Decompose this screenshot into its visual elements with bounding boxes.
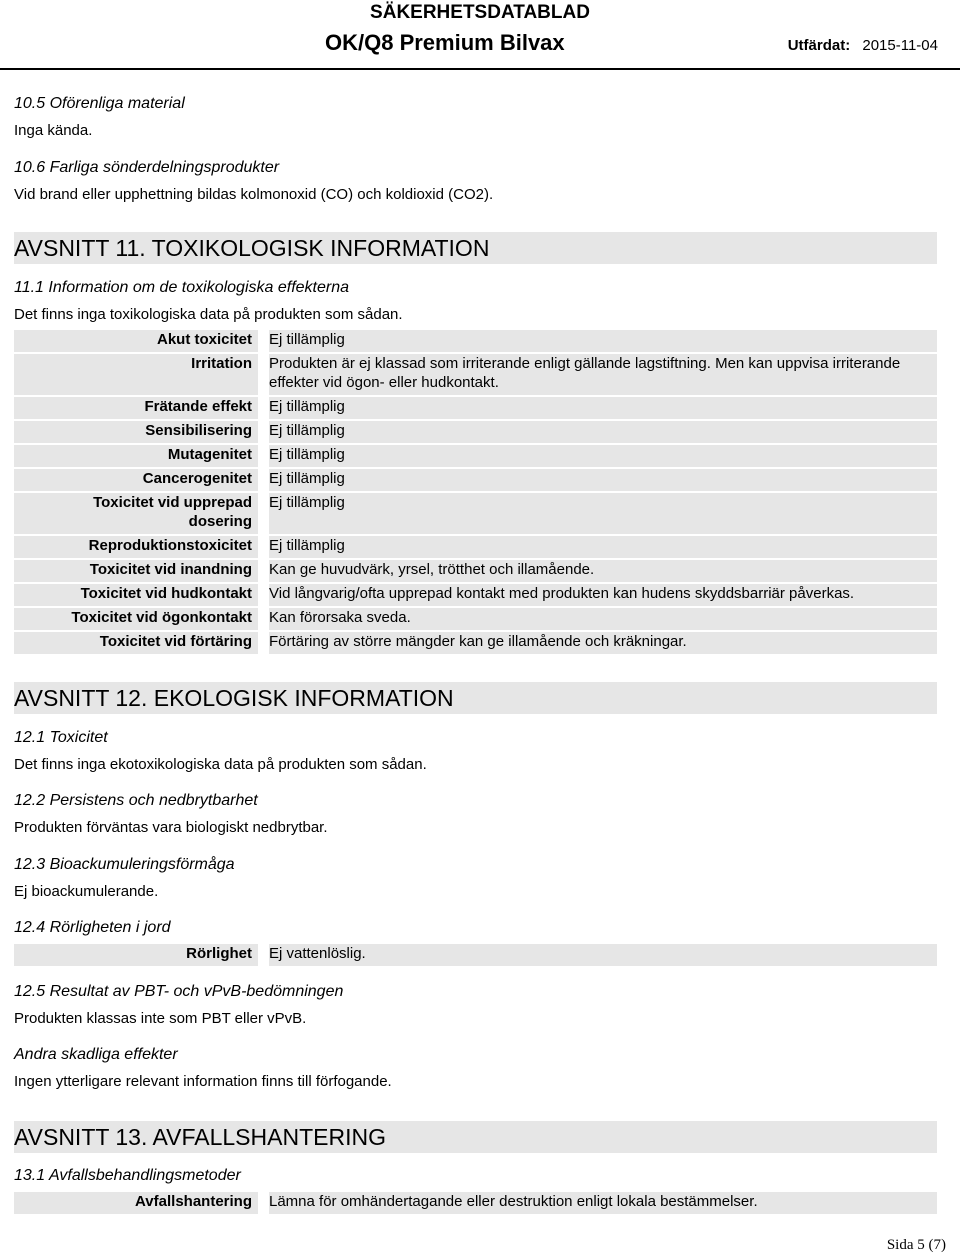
s12-2-title: 12.2 Persistens och nedbrytbarhet bbox=[14, 792, 258, 809]
row-value: Ej tillämplig bbox=[269, 421, 937, 443]
waste-label: Avfallshantering bbox=[14, 1192, 258, 1214]
header-divider bbox=[0, 68, 960, 70]
s11-1-title: 11.1 Information om de toxikologiska effekterna bbox=[14, 279, 349, 296]
s12-5-text: Produkten klassas inte som PBT eller vPvB. bbox=[14, 1010, 307, 1027]
s13-1-title: 13.1 Avfallsbehandlingsmetoder bbox=[14, 1167, 241, 1184]
row-value: Ej tillämplig bbox=[269, 330, 937, 352]
row-value: Förtäring av större mängder kan ge illamående och kräkningar. bbox=[269, 632, 937, 654]
s12-3-title: 12.3 Bioackumuleringsförmåga bbox=[14, 856, 235, 873]
mobility-row bbox=[14, 944, 937, 966]
row-label: Reproduktionstoxicitet bbox=[14, 536, 258, 558]
row-value: Ej tillämplig bbox=[269, 469, 937, 491]
section-11-heading: AVSNITT 11. TOXIKOLOGISK INFORMATION bbox=[14, 232, 937, 264]
row-label: Toxicitet vid hudkontakt bbox=[14, 584, 258, 606]
row-label: Irritation bbox=[14, 354, 258, 395]
row-label: Frätande effekt bbox=[14, 397, 258, 419]
waste-value: Lämna för omhändertagande eller destruktion enligt lokala bestämmelser. bbox=[269, 1192, 937, 1214]
s10-6-text: Vid brand eller upphettning bildas kolmonoxid (CO) och koldioxid (CO2). bbox=[14, 186, 494, 203]
row-label: Toxicitet vid upprepad dosering bbox=[14, 493, 258, 534]
page-number: Sida 5 (7) bbox=[886, 1237, 946, 1253]
s12-1-title: 12.1 Toxicitet bbox=[14, 729, 108, 746]
s12-2-text: Produkten förväntas vara biologiskt nedbrytbar. bbox=[14, 819, 328, 836]
row-value: Vid långvarig/ofta upprepad kontakt med produkten kan hudens skyddsbarriär påverkas. bbox=[269, 584, 937, 606]
issued-date-block bbox=[788, 37, 938, 54]
row-value: Ej tillämplig bbox=[269, 493, 937, 534]
s12-5-title: 12.5 Resultat av PBT- och vPvB-bedömningen bbox=[14, 983, 344, 1000]
section-12-heading: AVSNITT 12. EKOLOGISK INFORMATION bbox=[14, 682, 937, 714]
document-title: SÄKERHETSDATABLAD bbox=[370, 2, 590, 23]
other-effects-title: Andra skadliga effekter bbox=[14, 1046, 178, 1063]
row-value: Kan förorsaka sveda. bbox=[269, 608, 937, 630]
row-label: Mutagenitet bbox=[14, 445, 258, 467]
other-effects-text: Ingen ytterligare relevant information finns till förfogande. bbox=[14, 1073, 392, 1090]
s12-3-text: Ej bioackumulerande. bbox=[14, 883, 159, 900]
s11-intro: Det finns inga toxikologiska data på produkten som sådan. bbox=[14, 306, 403, 323]
issued-date: 2015-11-04 bbox=[862, 37, 938, 54]
row-value: Ej tillämplig bbox=[269, 536, 937, 558]
row-value: Produkten är ej klassad som irriterande enligt gällande lagstiftning. Men kan uppvisa irriterande effekter vid ögon- eller hudkontakt. bbox=[269, 354, 937, 395]
row-label: Toxicitet vid förtäring bbox=[14, 632, 258, 654]
row-label: Akut toxicitet bbox=[14, 330, 258, 352]
mobility-label: Rörlighet bbox=[14, 944, 258, 966]
s12-1-text: Det finns inga ekotoxikologiska data på produkten som sådan. bbox=[14, 756, 427, 773]
waste-row bbox=[14, 1192, 937, 1214]
s10-5-text: Inga kända. bbox=[14, 122, 93, 139]
row-label: Toxicitet vid ögonkontakt bbox=[14, 608, 258, 630]
s10-6-title: 10.6 Farliga sönderdelningsprodukter bbox=[14, 159, 280, 176]
row-label: Toxicitet vid inandning bbox=[14, 560, 258, 582]
product-name: OK/Q8 Premium Bilvax bbox=[325, 30, 565, 55]
issued-label: Utfärdat: bbox=[787, 37, 851, 54]
row-label: Sensibilisering bbox=[14, 421, 258, 443]
row-label: Cancerogenitet bbox=[14, 469, 258, 491]
row-value: Kan ge huvudvärk, yrsel, trötthet och illamående. bbox=[269, 560, 937, 582]
section-13-heading: AVSNITT 13. AVFALLSHANTERING bbox=[14, 1121, 937, 1153]
mobility-value: Ej vattenlöslig. bbox=[269, 944, 937, 966]
row-value: Ej tillämplig bbox=[269, 397, 937, 419]
s12-4-title: 12.4 Rörligheten i jord bbox=[14, 919, 171, 936]
row-value: Ej tillämplig bbox=[269, 445, 937, 467]
s10-5-title: 10.5 Oförenliga material bbox=[14, 95, 185, 112]
